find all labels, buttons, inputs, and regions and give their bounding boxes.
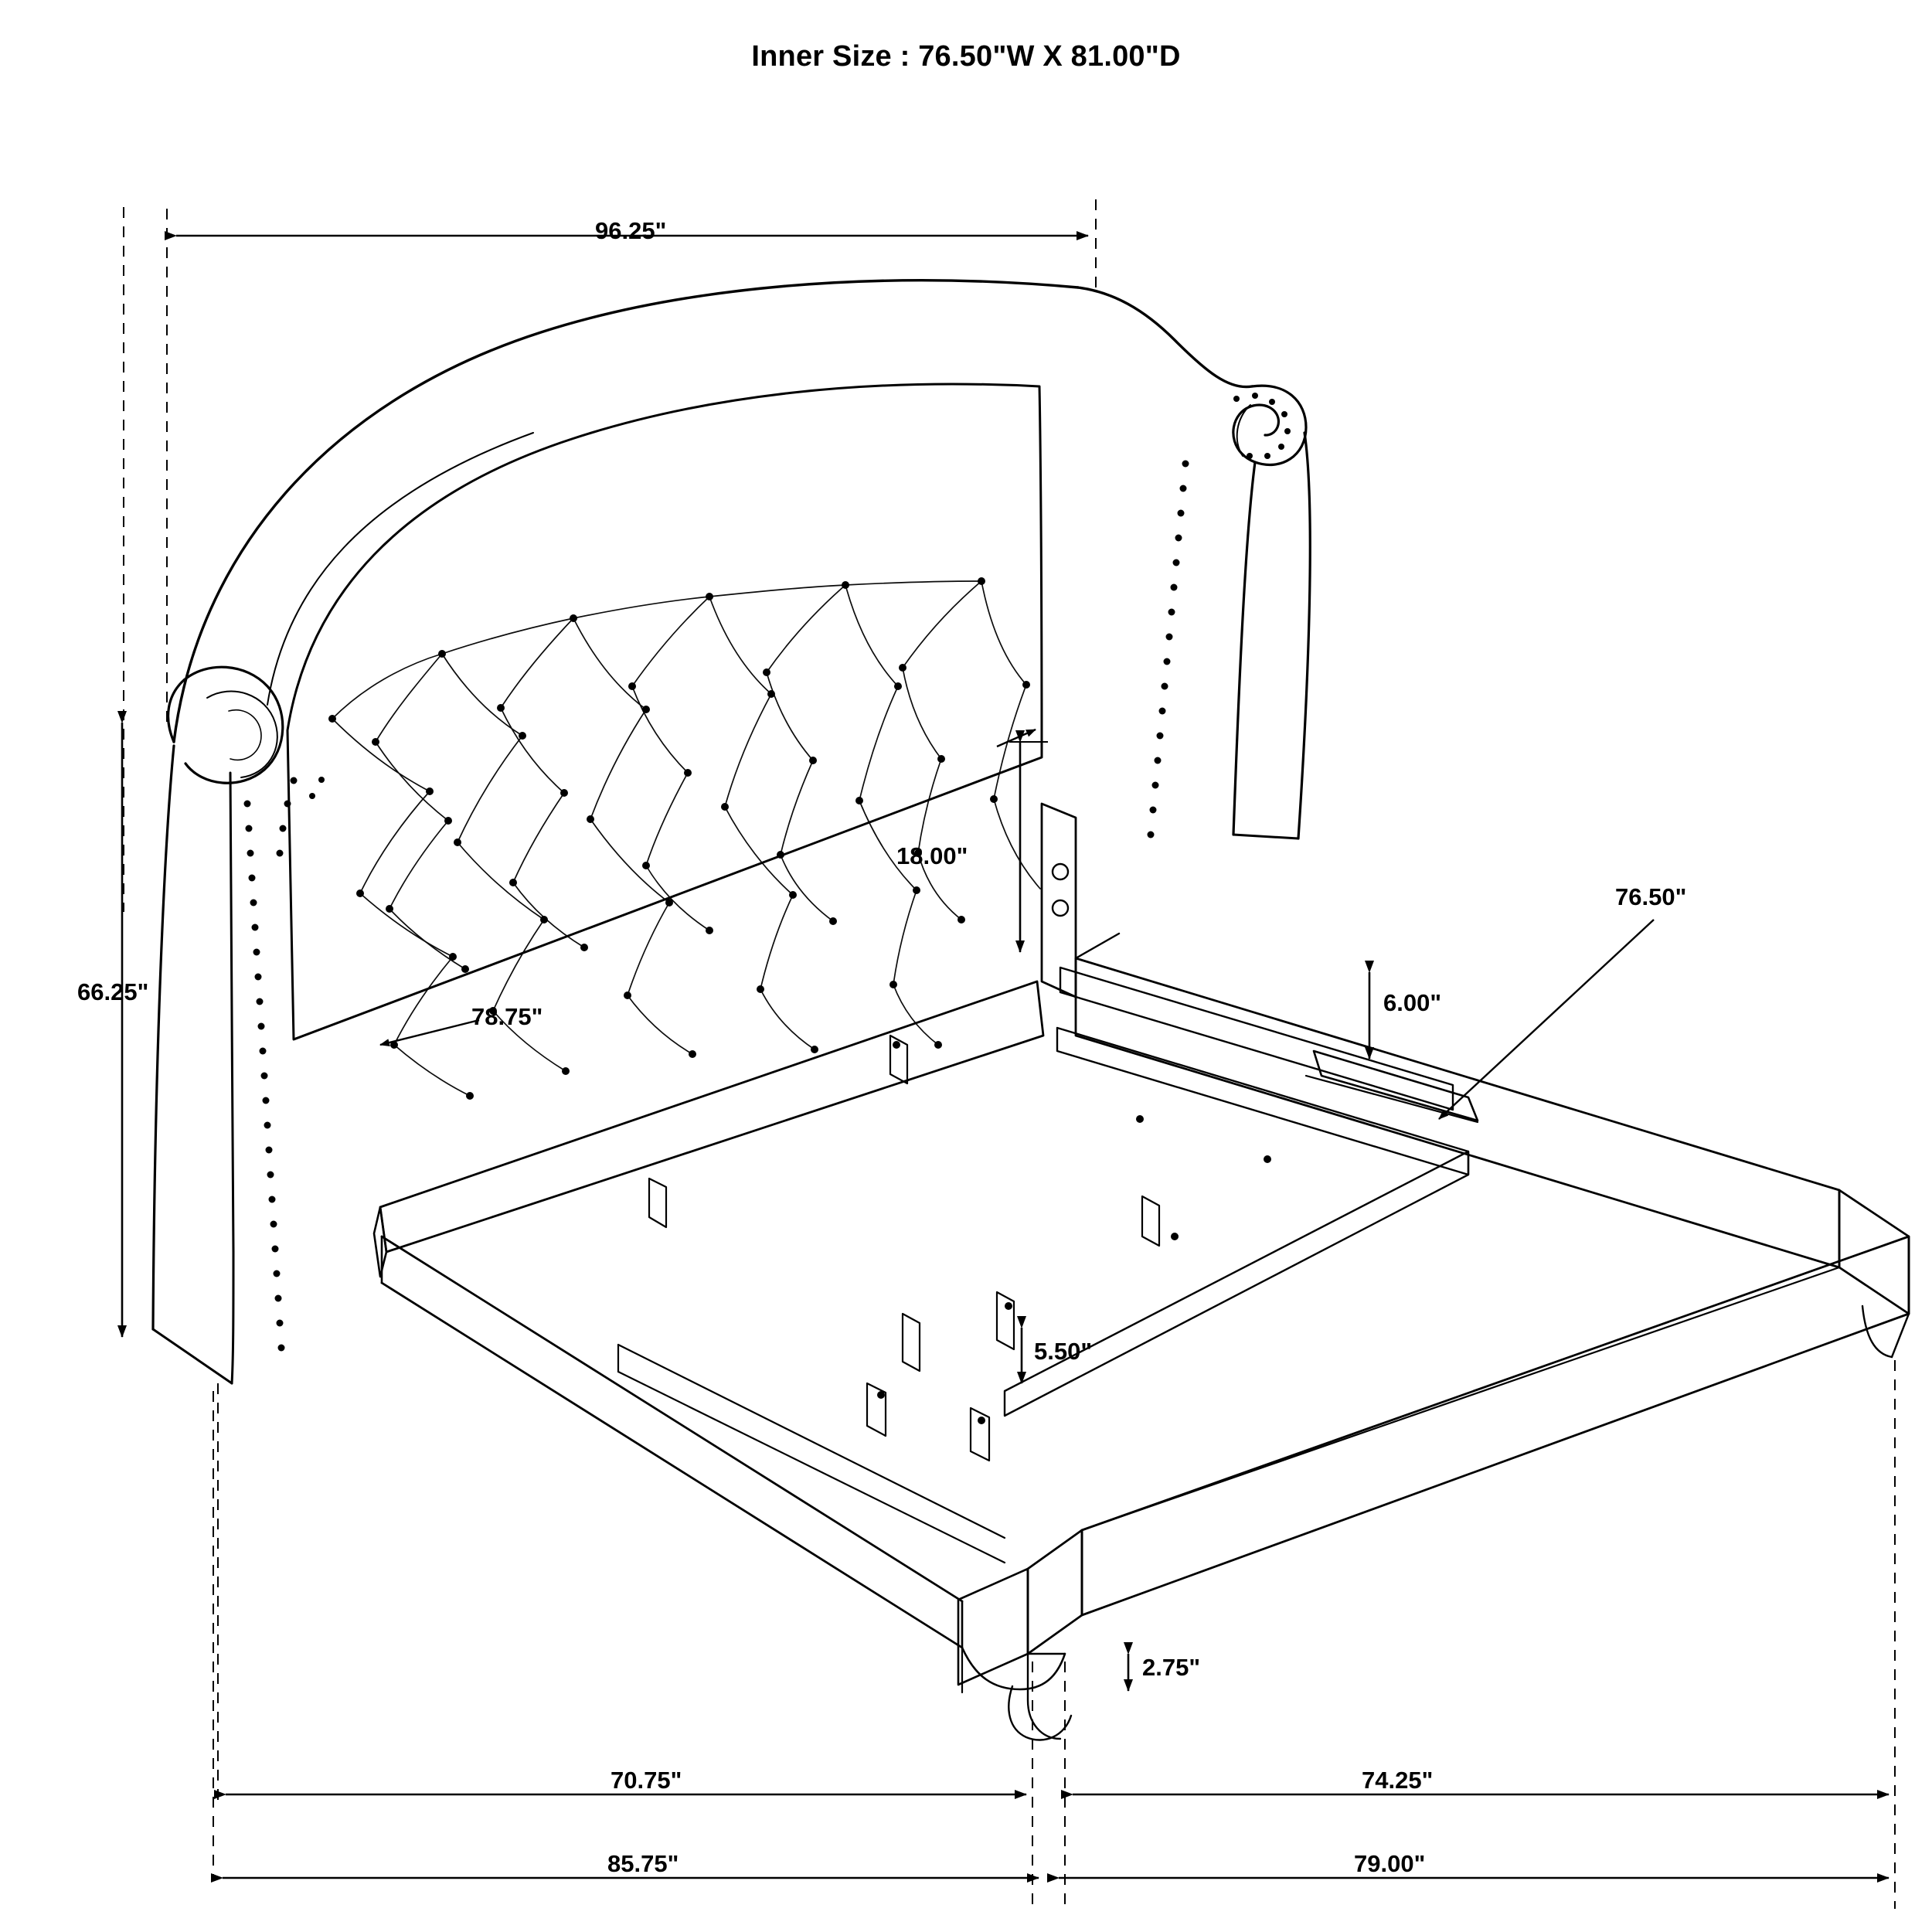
dimension-label-leg-height: 2.75": [1142, 1654, 1201, 1681]
dimension-label-bottom-right-segment: 74.25": [1362, 1767, 1434, 1794]
dimension-label-bottom-left-segment: 70.75": [611, 1767, 682, 1794]
dimension-label-headboard-to-rail: 18.00": [896, 842, 968, 869]
dimension-label-rail-height: 6.00": [1383, 989, 1442, 1016]
dimension-label-base-left-segment: 85.75": [607, 1850, 679, 1877]
dimension-label-overall-width: 96.25": [595, 217, 667, 244]
dimension-label-overall-height: 66.25": [77, 978, 149, 1005]
dimension-label-headboard-panel-width: 78.75": [471, 1003, 543, 1030]
dimension-label-slat-support-height: 5.50": [1034, 1338, 1093, 1365]
page-title: Inner Size : 76.50"W X 81.00"D: [751, 40, 1181, 73]
dimension-label-center-support: 76.50": [1615, 883, 1687, 910]
dimension-label-base-right-segment: 79.00": [1354, 1850, 1426, 1877]
